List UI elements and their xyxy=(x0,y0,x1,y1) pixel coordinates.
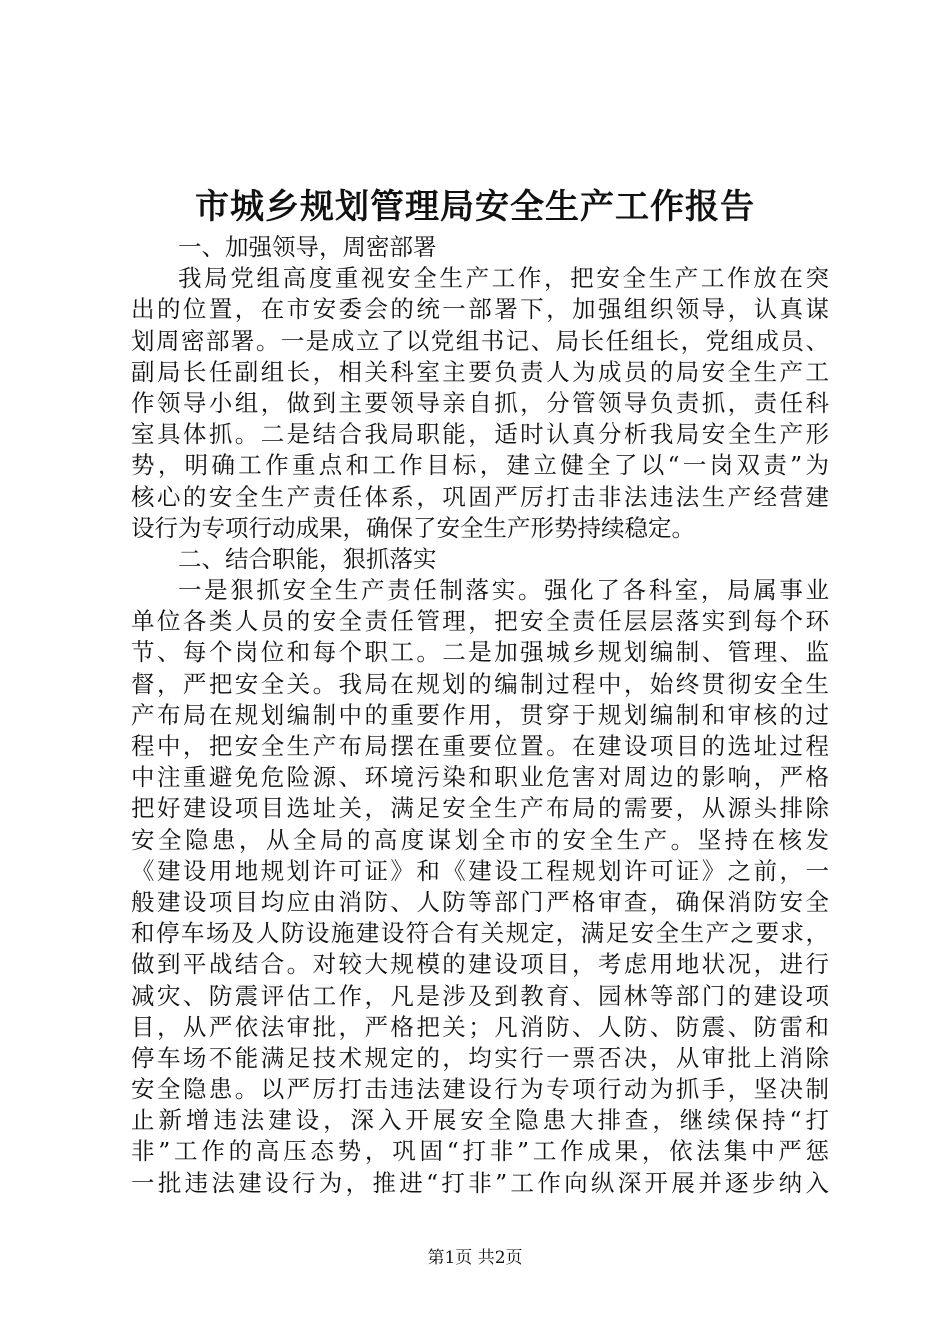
paragraph-line: 核心的安全生产责任体系，巩固严厉打击非法违法生产经营建 xyxy=(131,482,829,511)
document-body xyxy=(131,232,829,1199)
paragraph-line: 非”工作的高压态势，巩固“打非”工作成果，依法集中严惩 xyxy=(131,1137,829,1166)
paragraph-line: 一是狠抓安全生产责任制落实。强化了各科室，局属事业 xyxy=(178,576,829,605)
section-heading: 一、加强领导，周密部署 xyxy=(178,233,437,261)
paragraph-line: 势，明确工作重点和工作目标，建立健全了以“一岗双责”为 xyxy=(131,451,829,480)
section-heading: 二、结合职能，狠抓落实 xyxy=(178,544,437,573)
paragraph-line: 设行为专项行动成果，确保了安全生产形势持续稳定。 xyxy=(131,513,695,542)
paragraph-line: 止新增违法建设，深入开展安全隐患大排查，继续保持“打 xyxy=(131,1106,829,1135)
paragraph-line: 把好建设项目选址关，满足安全生产布局的需要，从源头排除 xyxy=(131,794,829,823)
paragraph-line: 和停车场及人防设施建设符合有关规定，满足安全生产之要求， xyxy=(131,919,829,948)
paragraph-line: 安全隐患。以严厉打击违法建设行为专项行动为抓手，坚决制 xyxy=(131,1075,829,1104)
paragraph-line: 停车场不能满足技术规定的，均实行一票否决，从审批上消除 xyxy=(131,1043,829,1072)
paragraph-line: 《建设用地规划许可证》和《建设工程规划许可证》之前，一 xyxy=(131,856,829,885)
paragraph-line: 中注重避免危险源、环境污染和职业危害对周边的影响，严格 xyxy=(131,763,829,792)
paragraph-line: 一批违法建设行为，推进“打非”工作向纵深开展并逐步纳入 xyxy=(131,1168,829,1197)
document-title: 市城乡规划管理局安全生产工作报告 xyxy=(195,187,755,227)
paragraph-line: 安全隐患，从全局的高度谋划全市的安全生产。坚持在核发 xyxy=(131,825,829,854)
page-indicator: 第1页 共2页 xyxy=(427,1248,523,1268)
paragraph-line: 做到平战结合。对较大规模的建设项目，考虑用地状况，进行 xyxy=(131,950,829,979)
paragraph-line: 我局党组高度重视安全生产工作，把安全生产工作放在突 xyxy=(178,264,829,293)
paragraph-line: 单位各类人员的安全责任管理，把安全责任层层落实到每个环 xyxy=(131,607,829,636)
paragraph-line: 作领导小组，做到主要领导亲自抓，分管领导负责抓，责任科 xyxy=(131,388,829,417)
paragraph-line: 督，严把安全关。我局在规划的编制过程中，始终贯彻安全生 xyxy=(131,669,829,698)
paragraph-line: 节、每个岗位和每个职工。二是加强城乡规划编制、管理、监 xyxy=(131,638,829,667)
paragraph-line: 划周密部署。一是成立了以党组书记、局长任组长，党组成员、 xyxy=(131,326,829,355)
paragraph-line: 副局长任副组长，相关科室主要负责人为成员的局安全生产工 xyxy=(131,357,829,386)
paragraph-line: 出的位置，在市安委会的统一部署下，加强组织领导，认真谋 xyxy=(131,295,829,324)
paragraph-line: 程中，把安全生产布局摆在重要位置。在建设项目的选址过程 xyxy=(131,732,829,760)
paragraph-line: 目，从严依法审批，严格把关；凡消防、人防、防震、防雷和 xyxy=(131,1012,829,1041)
paragraph-line: 减灾、防震评估工作，凡是涉及到教育、园林等部门的建设项 xyxy=(131,981,829,1010)
paragraph-line: 室具体抓。二是结合我局职能，适时认真分析我局安全生产形 xyxy=(131,420,829,449)
paragraph-line: 般建设项目均应由消防、人防等部门严格审查，确保消防安全 xyxy=(131,887,829,916)
paragraph-line: 产布局在规划编制中的重要作用，贯穿于规划编制和审核的过 xyxy=(131,700,829,729)
